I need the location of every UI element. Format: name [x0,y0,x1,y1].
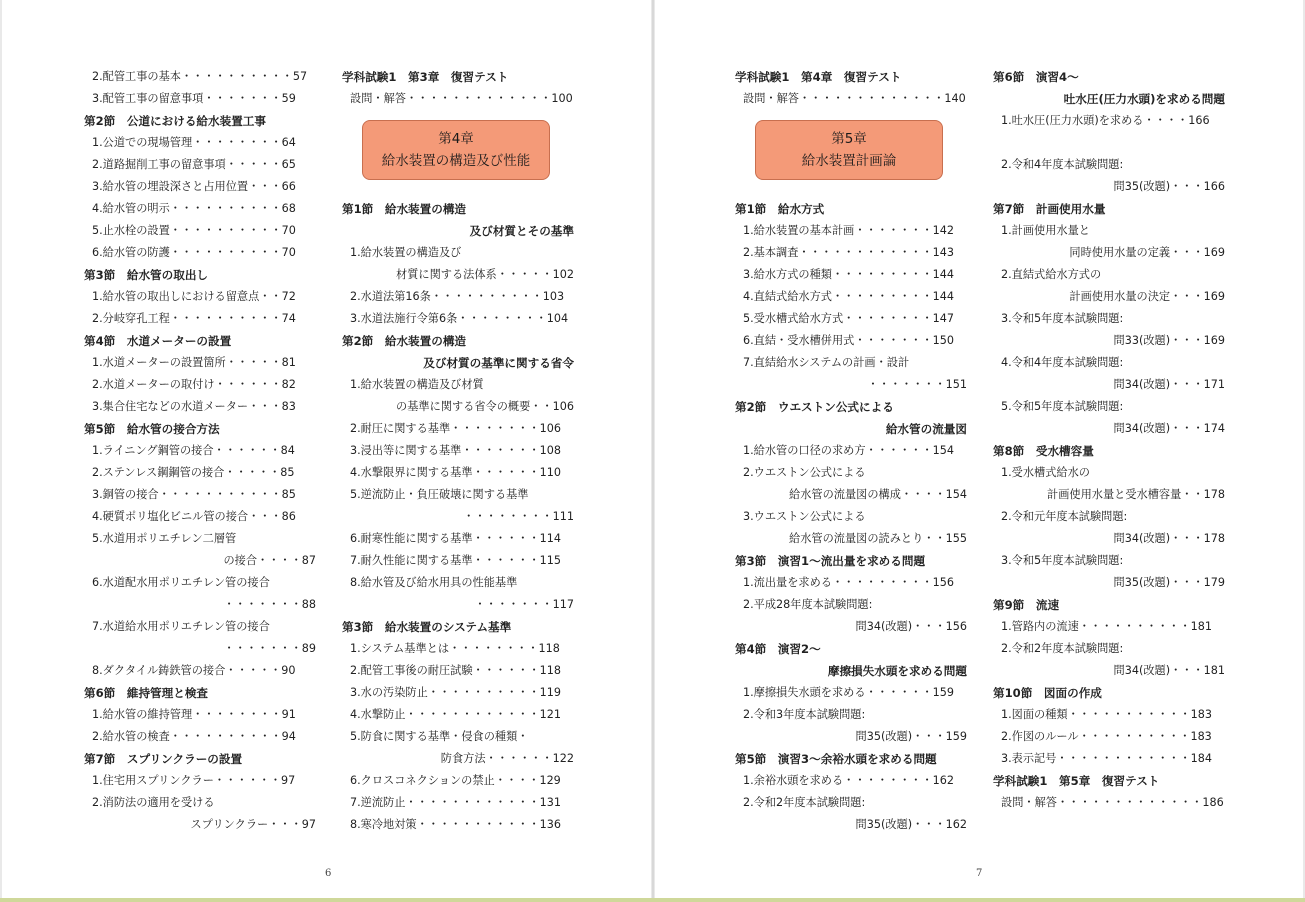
toc-entry: 1.管路内の流速・・・・・・・・・・181 [1001,620,1213,633]
toc-entry: 3.配管工事の留意事項・・・・・・・59 [92,92,296,105]
toc-entry: 5.逆流防止・負圧破壊に関する基準 [350,488,529,501]
section-heading: 第7節 計画使用水量 [993,202,1106,216]
toc-column-3 [735,66,967,836]
toc-entry: 7.逆流防止・・・・・・・・・・・・131 [350,796,562,809]
section-heading: 第3節 演習1～流出量を求める問題 [735,554,926,568]
toc-entry: 4.令和4年度本試験問題: [1001,356,1124,369]
toc-entry: 5.受水槽式給水方式・・・・・・・・147 [743,312,955,325]
toc-entry: 4.水撃限界に関する基準・・・・・・110 [350,466,562,479]
toc-entry: 3.水道法施行令第6条・・・・・・・・104 [350,312,569,325]
toc-entry-continued: 防食方法・・・・・・122 [440,752,574,765]
toc-entry: 1.流出量を求める・・・・・・・・・156 [743,576,955,589]
toc-entry: 5.止水栓の設置・・・・・・・・・・70 [92,224,296,237]
toc-entry: 3.銅管の接合・・・・・・・・・・・85 [92,488,296,501]
section-heading: 第3節 給水装置のシステム基準 [342,620,512,634]
toc-entry: 5.令和5年度本試験問題: [1001,400,1124,413]
toc-entry-continued: 問35(改題)・・・179 [1113,576,1225,589]
toc-entry: 3.令和5年度本試験問題: [1001,312,1124,325]
toc-entry-continued: 材質に関する法体系・・・・・102 [396,268,574,281]
toc-entry: 2.令和3年度本試験問題: [743,708,866,721]
toc-entry: 2.分岐穿孔工程・・・・・・・・・・74 [92,312,296,325]
chapter-5-number: 第5章 [831,131,867,147]
toc-entry: 2.道路掘削工事の留意事項・・・・・65 [92,158,296,171]
toc-entry-continued: ・・・・・・・89 [223,642,316,655]
toc-column-2 [342,66,574,836]
toc-entry: 8.給水管及び給水用具の性能基準 [350,576,518,589]
chapter-4-title: 給水装置の構造及び性能 [381,153,531,169]
toc-column-1 [84,66,316,836]
toc-column-4 [993,66,1225,814]
toc-entry: 設問・解答・・・・・・・・・・・・・100 [350,92,573,105]
page-bottom-edge [0,898,1305,902]
toc-entry-continued: ・・・・・・・151 [867,378,967,391]
toc-entry: 2.ステンレス鋼鋼管の接合・・・・・85 [92,466,295,479]
toc-entry-continued: の接合・・・・87 [223,554,316,567]
section-heading: 第2節 ウエストン公式による [735,400,894,414]
toc-entry: 6.直結・受水槽併用式・・・・・・・150 [743,334,955,347]
toc-entry: 2.消防法の適用を受ける [92,796,215,809]
toc-entry: 1.余裕水頭を求める・・・・・・・・162 [743,774,955,787]
spacer [993,132,1225,154]
toc-entry-continued: 問35(改題)・・・166 [1113,180,1225,193]
chapter-5-heading-box [755,120,943,180]
toc-entry: 1.給水管の口径の求め方・・・・・・154 [743,444,955,457]
toc-entry: 4.直結式給水方式・・・・・・・・・144 [743,290,955,303]
section-heading-continued: 及び材質の基準に関する省令 [423,356,574,370]
toc-entry-continued: 計画使用水量の決定・・・169 [1069,290,1225,303]
chapter-4-number: 第4章 [438,131,474,147]
toc-entry-continued: ・・・・・・・117 [474,598,574,611]
section-heading: 学科試験1 第5章 復習テスト [993,774,1160,788]
toc-entry: 1.水道メーターの設置箇所・・・・・81 [92,356,296,369]
toc-entry: 2.令和4年度本試験問題: [1001,158,1124,171]
toc-entry-continued: 問33(改題)・・・169 [1113,334,1225,347]
toc-entry: 8.寒冷地対策・・・・・・・・・・・136 [350,818,562,831]
section-heading: 第8節 受水槽容量 [993,444,1094,458]
toc-entry: 2.ウエストン公式による [743,466,866,479]
section-heading: 第1節 給水装置の構造 [342,202,467,216]
toc-entry: 3.表示記号・・・・・・・・・・・・184 [1001,752,1213,765]
toc-entry: 2.耐圧に関する基準・・・・・・・・106 [350,422,562,435]
toc-entry: 2.配管工事の基本・・・・・・・・・・57 [92,70,308,83]
toc-entry: 1.摩擦損失水頭を求める・・・・・・159 [743,686,955,699]
section-heading: 学科試験1 第3章 復習テスト [342,70,509,84]
toc-entry: 1.ライニング鋼管の接合・・・・・・84 [92,444,295,457]
section-heading-continued: 給水管の流量図 [885,422,967,436]
toc-entry: 7.水道給水用ポリエチレン管の接合 [92,620,270,633]
toc-entry: 1.給水装置の基本計画・・・・・・・142 [743,224,955,237]
section-heading: 第4節 水道メーターの設置 [84,334,232,348]
toc-entry: 4.硬質ポリ塩化ビニル管の接合・・・86 [92,510,296,523]
section-heading-continued: 吐水圧(圧力水頭)を求める問題 [1063,92,1225,106]
toc-entry: 6.水道配水用ポリエチレン管の接合 [92,576,270,589]
toc-entry: 2.水道メーターの取付け・・・・・・82 [92,378,296,391]
toc-entry: 1.給水装置の構造及び材質 [350,378,484,391]
section-heading: 第2節 給水装置の構造 [342,334,467,348]
toc-entry: 2.基本調査・・・・・・・・・・・・143 [743,246,955,259]
section-heading-continued: 及び材質とその基準 [469,224,574,238]
toc-entry-continued: 問35(改題)・・・162 [855,818,967,831]
toc-entry: 設問・解答・・・・・・・・・・・・・140 [743,92,966,105]
toc-entry: 6.耐寒性能に関する基準・・・・・・114 [350,532,562,545]
toc-entry: 5.防食に関する基準・侵食の種類・ [350,730,529,743]
toc-entry-continued: の基準に関する省令の概要・・106 [396,400,574,413]
section-heading: 第4節 演習2～ [735,642,821,656]
toc-entry: 1.住宅用スプリンクラー・・・・・・97 [92,774,296,787]
toc-entry: 1.給水装置の構造及び [350,246,462,259]
toc-entry: 2.令和2年度本試験問題: [743,796,866,809]
toc-entry: 3.ウエストン公式による [743,510,866,523]
page-spine [652,0,654,902]
section-heading: 第2節 公道における給水装置工事 [84,114,266,128]
toc-entry: 2.令和元年度本試験問題: [1001,510,1128,523]
toc-entry-continued: 問34(改題)・・・174 [1113,422,1225,435]
toc-entry: 7.直結給水システムの計画・設計 [743,356,910,369]
toc-entry-continued: 問35(改題)・・・159 [855,730,967,743]
toc-entry: 1.受水槽式給水の [1001,466,1090,479]
section-heading: 第6節 維持管理と検査 [84,686,209,700]
toc-entry-continued: スプリンクラー・・・97 [190,818,316,831]
toc-entry-continued: 給水管の流量図の構成・・・・154 [789,488,967,501]
toc-entry: 3.給水管の埋設深さと占用位置・・・66 [92,180,296,193]
toc-entry: 8.ダクタイル鋳鉄管の接合・・・・・90 [92,664,296,677]
chapter-5-title: 給水装置計画論 [801,153,897,169]
toc-entry: 設問・解答・・・・・・・・・・・・・186 [1001,796,1224,809]
page-number-right: 7 [976,868,983,879]
toc-entry: 3.浸出等に関する基準・・・・・・・108 [350,444,562,457]
toc-entry: 3.水の汚染防止・・・・・・・・・・119 [350,686,562,699]
toc-entry: 1.吐水圧(圧力水頭)を求める・・・・166 [1001,114,1210,127]
toc-entry-continued: ・・・・・・・88 [223,598,316,611]
section-heading: 第3節 給水管の取出し [84,268,209,282]
section-heading: 第1節 給水方式 [735,202,825,216]
section-heading: 第5節 演習3～余裕水頭を求める問題 [735,752,937,766]
toc-entry: 3.給水方式の種類・・・・・・・・・144 [743,268,955,281]
toc-entry: 3.集合住宅などの水道メーター・・・83 [92,400,296,413]
toc-entry: 2.給水管の検査・・・・・・・・・・94 [92,730,296,743]
toc-entry: 2.水道法第16条・・・・・・・・・・103 [350,290,565,303]
toc-entry: 2.配管工事後の耐圧試験・・・・・・118 [350,664,562,677]
section-heading: 第9節 流速 [993,598,1060,612]
toc-entry-continued: 問34(改題)・・・171 [1113,378,1225,391]
toc-entry-continued: 問34(改題)・・・178 [1113,532,1225,545]
toc-entry-continued: 給水管の流量図の読みとり・・155 [789,532,967,545]
toc-entry-continued: 同時使用水量の定義・・・169 [1069,246,1225,259]
toc-entry: 6.給水管の防護・・・・・・・・・・70 [92,246,296,259]
toc-entry: 1.計画使用水量と [1001,224,1090,237]
toc-entry: 2.平成28年度本試験問題: [743,598,873,611]
toc-entry: 1.給水管の取出しにおける留意点・・72 [92,290,296,303]
section-heading: 学科試験1 第4章 復習テスト [735,70,902,84]
section-heading-continued: 摩擦損失水頭を求める問題 [827,664,967,678]
toc-entry: 4.給水管の明示・・・・・・・・・・68 [92,202,296,215]
toc-entry: 1.システム基準とは・・・・・・・・118 [350,642,560,655]
toc-entry-continued: 計画使用水量と受水槽容量・・178 [1047,488,1225,501]
toc-entry-continued: ・・・・・・・・111 [463,510,574,523]
toc-entry: 7.耐久性能に関する基準・・・・・・115 [350,554,562,567]
section-heading: 第10節 図面の作成 [993,686,1102,700]
section-heading: 第6節 演習4～ [993,70,1079,84]
toc-entry: 4.水撃防止・・・・・・・・・・・・121 [350,708,562,721]
chapter-4-heading-box [362,120,550,180]
toc-entry: 2.作図のルール・・・・・・・・・・183 [1001,730,1212,743]
toc-entry: 6.クロスコネクションの禁止・・・・129 [350,774,561,787]
page-number-left: 6 [325,868,332,879]
toc-entry: 1.図面の種類・・・・・・・・・・・183 [1001,708,1213,721]
toc-entry: 5.水道用ポリエチレン二層管 [92,532,237,545]
section-heading: 第5節 給水管の接合方法 [84,422,220,436]
section-heading: 第7節 スプリンクラーの設置 [84,752,243,766]
toc-entry-continued: 問34(改題)・・・156 [855,620,967,633]
toc-entry: 2.令和2年度本試験問題: [1001,642,1124,655]
toc-entry: 3.令和5年度本試験問題: [1001,554,1124,567]
toc-entry: 1.給水管の維持管理・・・・・・・・91 [92,708,296,721]
toc-entry: 1.公道での現場管理・・・・・・・・64 [92,136,296,149]
toc-entry: 2.直結式給水方式の [1001,268,1102,281]
toc-entry-continued: 問34(改題)・・・181 [1113,664,1225,677]
